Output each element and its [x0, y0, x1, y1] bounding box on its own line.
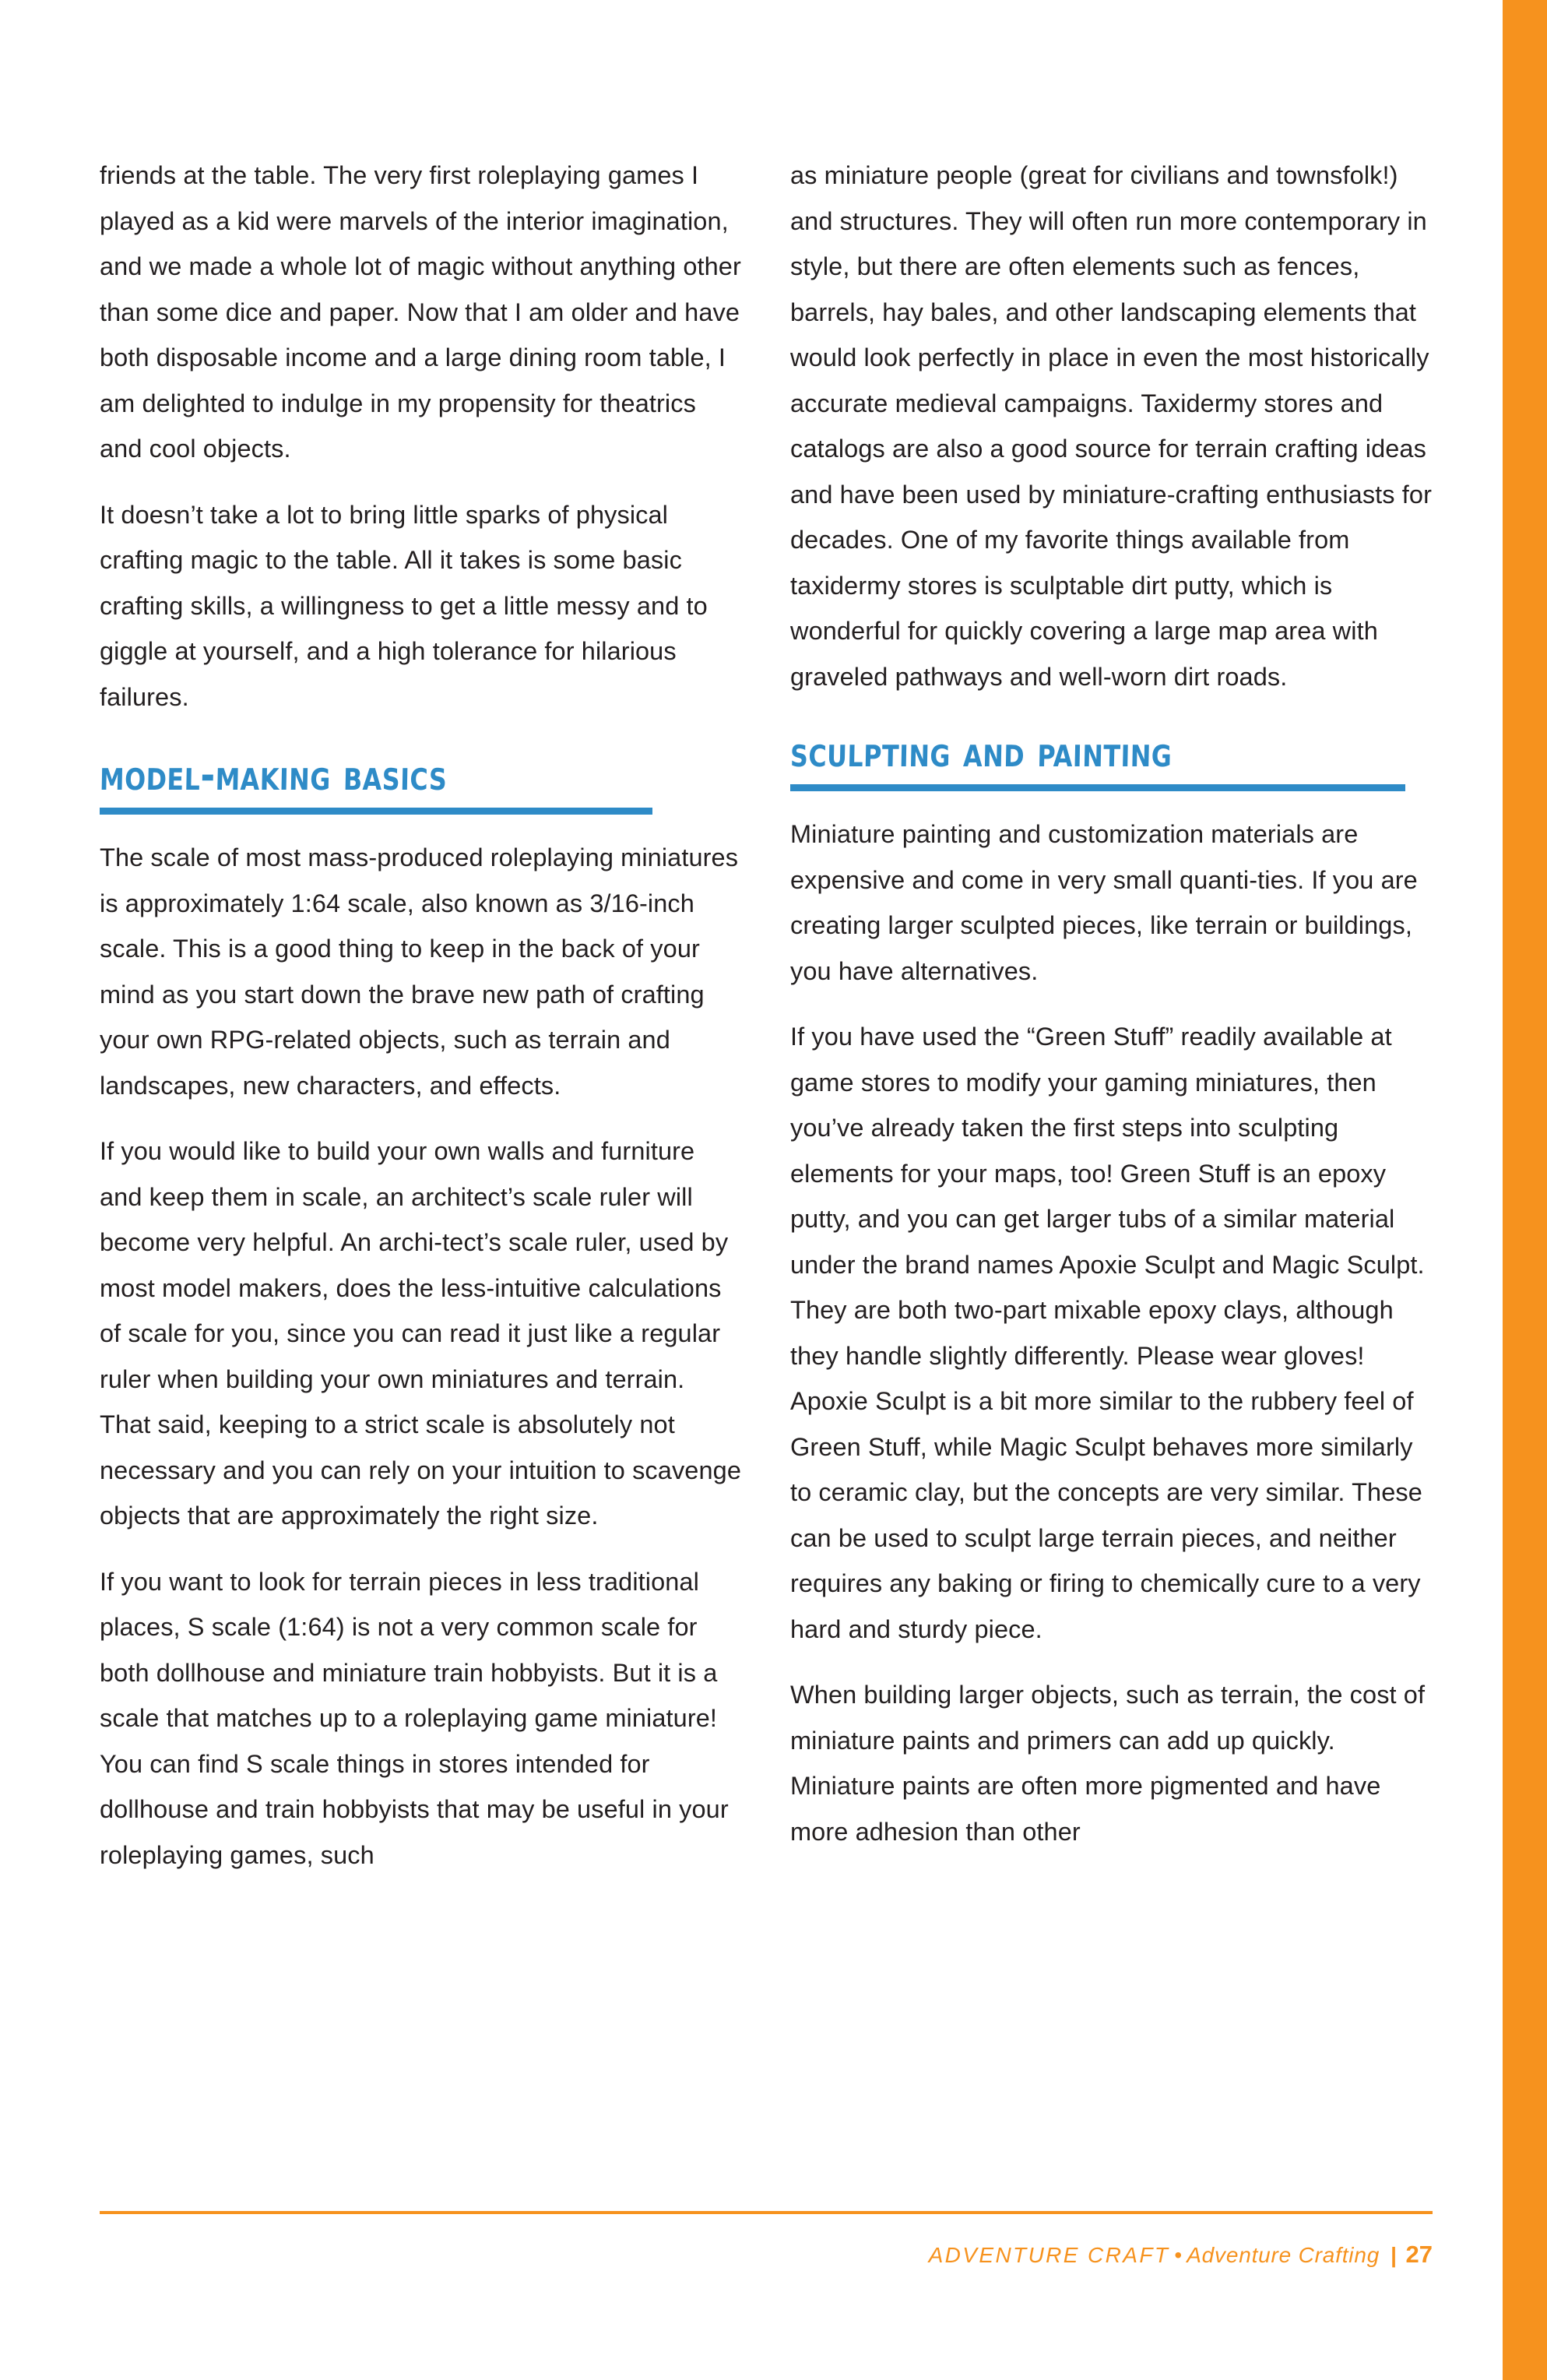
- section-heading-rule: [100, 808, 652, 815]
- left-column: [100, 153, 742, 1878]
- section-heading-model-making-basics: [99, 751, 742, 815]
- footer-page-number: 27: [1405, 2241, 1433, 2268]
- paragraph: When building larger objects, such as terrain, the cost of miniature paints and primers can add up quickly. Miniature paints are often more pigmented and have more adhesion than other: [790, 1681, 1426, 1846]
- paragraph: If you would like to build your own walls and furniture and keep them in scale, an architect’s scale ruler will become very helpful. An archi-tect’s scale ruler, used by most model makers, does the less-intuitive calculations of scale for you, since you can read it just like a regular ruler when building your own miniatures and terrain. That said, keeping to a strict scale is absolutely not necessary and you can rely on your intuition to scavenge objects that are approximately the right size.: [100, 1137, 742, 1530]
- two-column-body: [100, 153, 1433, 1878]
- page-edge-orange-band: [1503, 0, 1547, 2380]
- footer-bullet-separator-icon: •: [1174, 2243, 1183, 2267]
- paragraph: Miniature painting and customization materials are expensive and come in very small quanti-ties. If you are creating larger sculpted pieces, like terrain or buildings, you have alternatives.: [790, 820, 1418, 985]
- paragraph: as miniature people (great for civilians and townsfolk!) and structures. They will often run more contemporary in style, but there are often elements such as fences, barrels, hay bales, and other landscaping elements that would look perfectly in place in even the most historically accurate medieval campaigns. Taxidermy stores and catalogs are also a good source for terrain crafting ideas and have been used by miniature-crafting enthusiasts for decades. One of my favorite things available from taxidermy stores is sculptable dirt putty, which is wonderful for quickly covering a large map area with graveled pathways and well-worn dirt roads.: [790, 161, 1433, 691]
- footer-vertical-divider: |: [1391, 2243, 1398, 2267]
- section-heading-rule: [790, 784, 1405, 791]
- paragraph: The scale of most mass-produced roleplaying miniatures is approximately 1:64 scale, also known as 3/16-inch scale. This is a good thing to keep in the back of your mind as you start down the brave new path of crafting your own RPG-related objects, such as terrain and landscapes, new characters, and effects.: [100, 843, 739, 1100]
- right-column: [790, 153, 1433, 1878]
- footer-divider-rule: [100, 2211, 1433, 2214]
- footer-book-title: ADVENTURE CRAFT: [928, 2243, 1170, 2267]
- section-heading-sculpting-and-painting: [789, 727, 1433, 791]
- footer-chapter-title: Adventure Crafting: [1187, 2243, 1380, 2267]
- section-heading-label: sculpting and painting: [789, 727, 1173, 776]
- paragraph: If you want to look for terrain pieces in less traditional places, S scale (1:64) is not a very common scale for both dollhouse and miniature train hobbyists. But it is a scale that matches up to a roleplaying game miniature! You can find S scale things in stores intended for dollhouse and train hobbyists that may be useful in your roleplaying games, such: [100, 1567, 729, 1869]
- footer-text-line: [100, 2241, 1433, 2269]
- section-heading-label: model-making basics: [99, 751, 448, 800]
- page-footer: [100, 2211, 1433, 2269]
- paragraph: If you have used the “Green Stuff” readily available at game stores to modify your gaming miniatures, then you’ve already taken the first steps into sculpting elements for your maps, too! Green Stuff is an epoxy putty, and you can get larger tubs of a similar material under the brand names Apoxie Sculpt and Magic Sculpt. They are both two-part mixable epoxy clays, although they handle slightly differently. Please wear gloves! Apoxie Sculpt is a bit more similar to the rubbery feel of Green Stuff, while Magic Sculpt behaves more similarly to ceramic clay, but the concepts are very similar. These can be used to sculpt large terrain pieces, and neither requires any baking or firing to chemically cure to a very hard and sturdy piece.: [790, 1023, 1425, 1643]
- paragraph: It doesn’t take a lot to bring little sparks of physical crafting magic to the table. All it takes is some basic crafting skills, a willingness to get a little messy and to giggle at yourself, and a high tolerance for hilarious failures.: [100, 500, 708, 711]
- paragraph: friends at the table. The very first roleplaying games I played as a kid were marvels of the interior imagination, and we made a whole lot of magic without anything other than some dice and paper. Now that I am older and have both disposable income and a large dining room table, I am delighted to indulge in my propensity for theatrics and cool objects.: [100, 161, 741, 463]
